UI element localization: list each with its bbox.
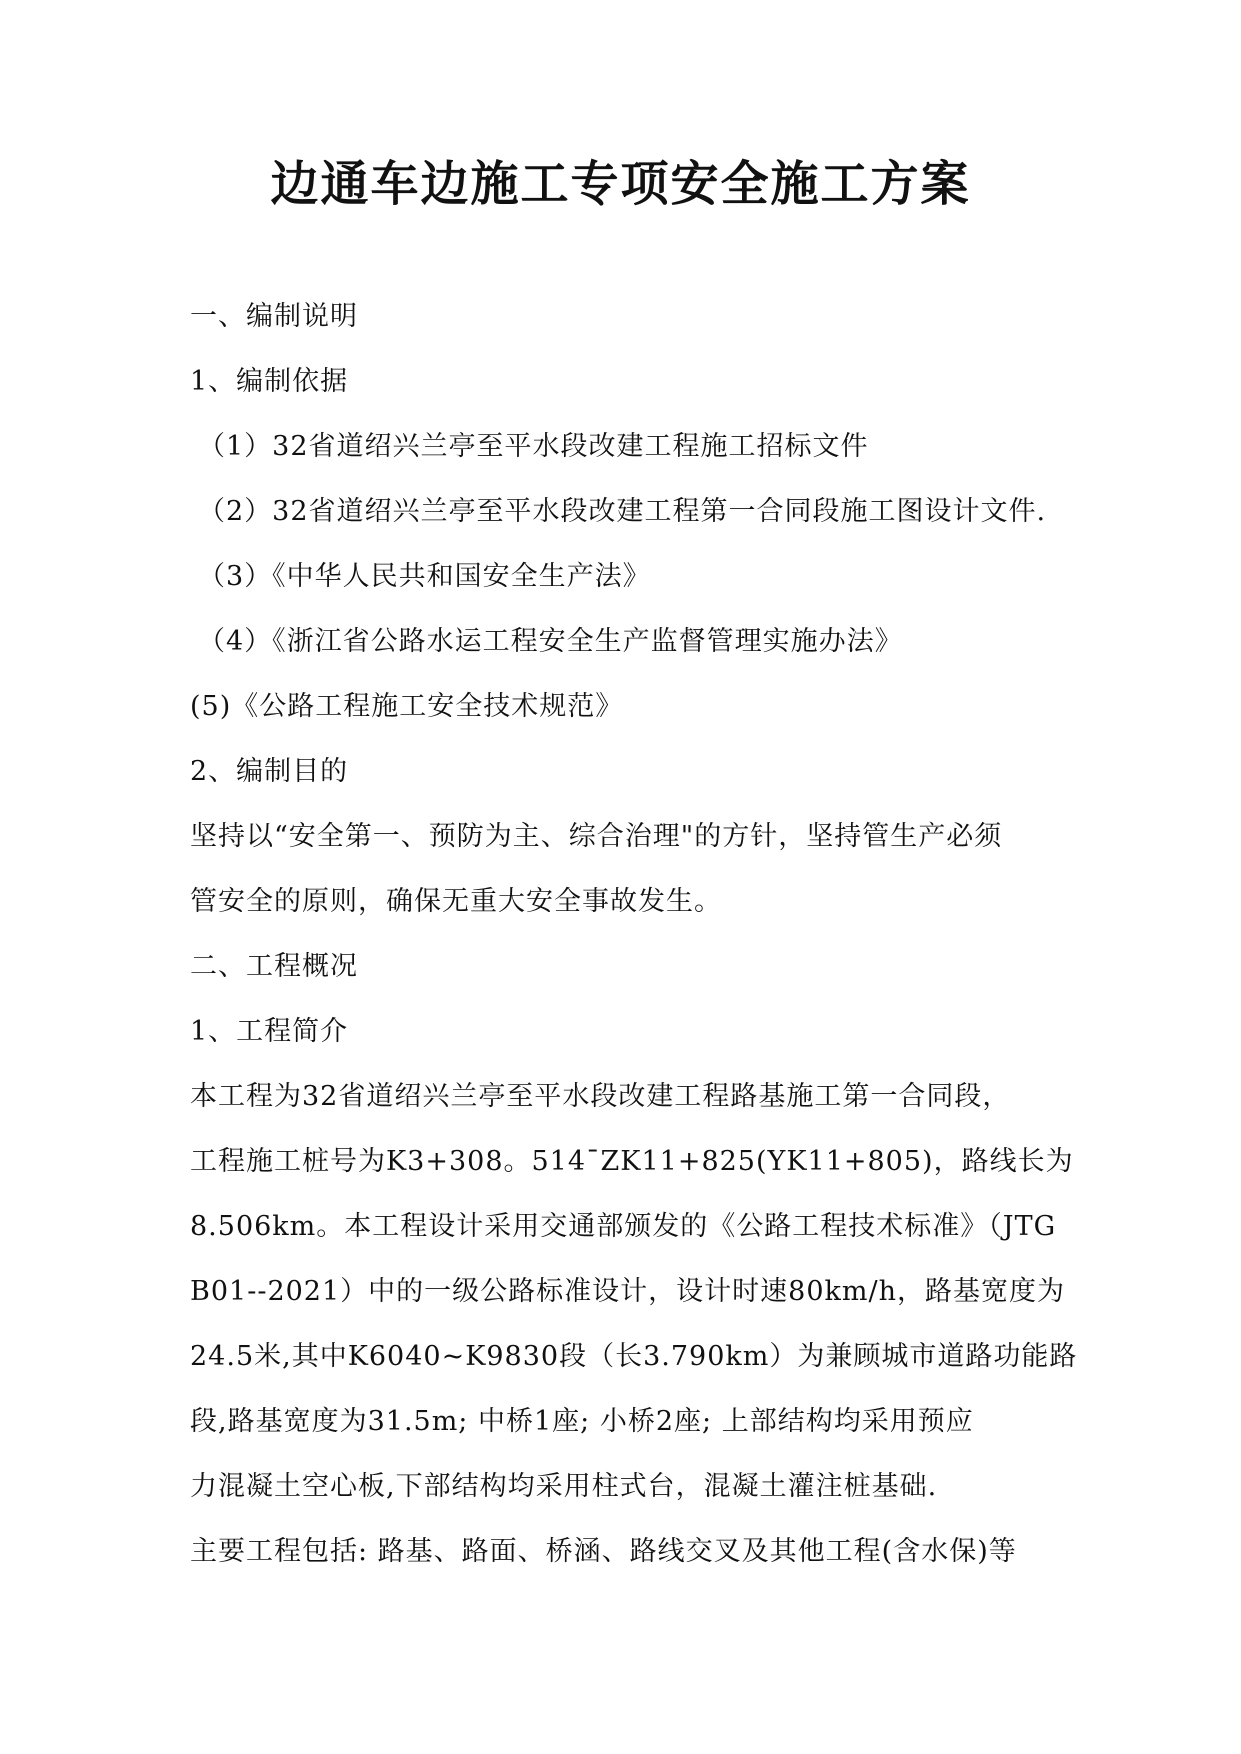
introduction-paragraph-line: 工程施工桩号为K3+308。514¯ZK11+825(YK11+805)，路线长为 — [190, 1146, 1074, 1177]
section-heading-compilation: 一、编制说明 — [190, 301, 358, 332]
basis-item-2: （2）32省道绍兴兰亭至平水段改建工程第一合同段施工图设计文件. — [198, 496, 1047, 527]
subsection-heading-purpose: 2、编制目的 — [190, 756, 349, 787]
basis-item-1: （1）32省道绍兴兰亭至平水段改建工程施工招标文件 — [198, 431, 869, 462]
subsection-heading-introduction: 1、工程简介 — [190, 1016, 349, 1047]
document-title: 边通车边施工专项安全施工方案 — [270, 156, 971, 212]
introduction-paragraph-line: 力混凝土空心板,下部结构均采用柱式台，混凝土灌注桩基础. — [190, 1471, 938, 1502]
subsection-heading-basis: 1、编制依据 — [190, 366, 349, 397]
introduction-paragraph-line: B01--2021）中的一级公路标准设计，设计时速80km/h，路基宽度为 — [190, 1276, 1065, 1307]
purpose-paragraph-line: 管安全的原则，确保无重大安全事故发生。 — [190, 886, 722, 917]
basis-item-5: (5)《公路工程施工安全技术规范》 — [190, 691, 624, 722]
purpose-paragraph-line: 坚持以“安全第一、预防为主、综合治理"的方针，坚持管生产必须 — [190, 821, 1003, 852]
introduction-paragraph-line: 段,路基宽度为31.5m; 中桥1座; 小桥2座; 上部结构均采用预应 — [190, 1406, 974, 1437]
section-heading-overview: 二、工程概况 — [190, 951, 358, 982]
main-works-line: 主要工程包括: 路基、路面、桥涵、路线交叉及其他工程(含水保)等 — [190, 1536, 1017, 1567]
introduction-paragraph-line: 24.5米,其中K6040~K9830段（长3.790km）为兼顾城市道路功能路 — [190, 1341, 1078, 1372]
basis-item-4: （4）《浙江省公路水运工程安全生产监督管理实施办法》 — [198, 626, 903, 657]
document-body — [190, 284, 1078, 1584]
introduction-paragraph-line: 本工程为32省道绍兴兰亭至平水段改建工程路基施工第一合同段， — [190, 1081, 1011, 1112]
basis-item-3: （3）《中华人民共和国安全生产法》 — [198, 561, 651, 592]
introduction-paragraph-line: 8.506km。本工程设计采用交通部颁发的《公路工程技术标准》（JTG — [190, 1211, 1057, 1242]
